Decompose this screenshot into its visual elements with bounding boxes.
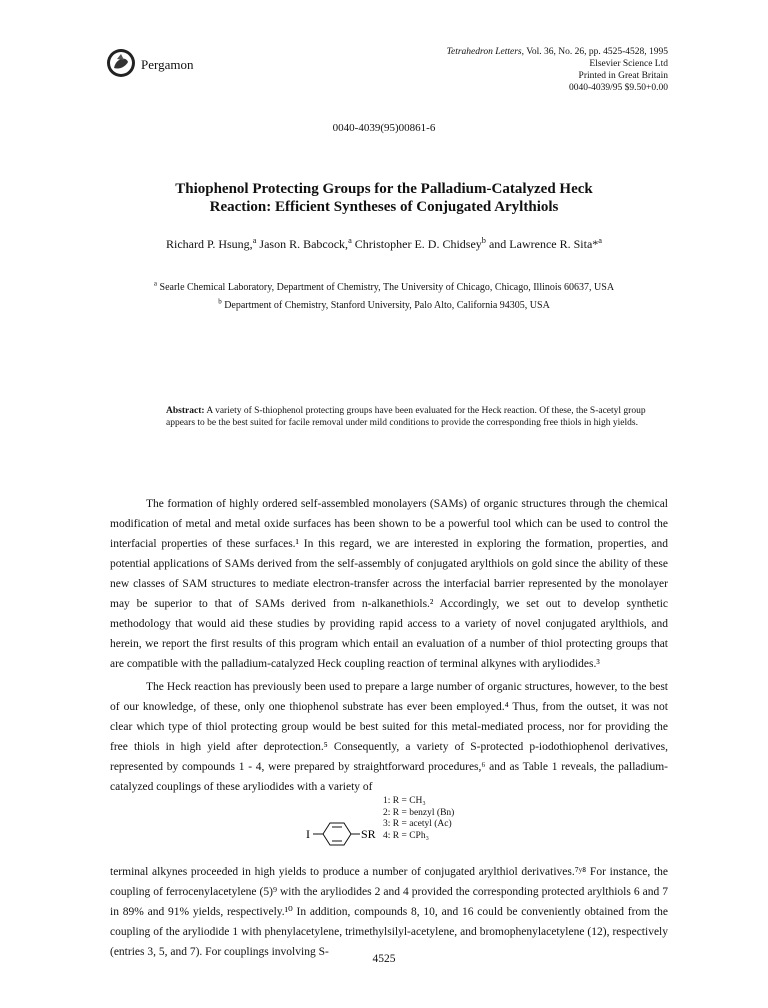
publisher-logo-icon [106,48,136,78]
journal-publisher-line: Elsevier Science Ltd [589,59,668,69]
author-3: Christopher E. D. Chidsey [351,237,482,251]
publisher-name: Pergamon [141,57,194,72]
journal-name: Tetrahedron Letters [446,47,522,57]
affiliation-a [0,279,768,293]
author-list [0,237,768,252]
journal-price-line: 0040-4039/95 $9.50+0.00 [568,83,668,93]
journal-printed-line: Printed in Great Britain [578,71,668,81]
author-1: Richard P. Hsung, [166,237,253,251]
abstract-text: A variety of S-thiophenol protecting groups have been evaluated for the Heck reaction. Of these, the S-acetyl group appears to be the best suited for facile removal under mild conditions to provide the corresponding free thiols in high yields. [166,406,646,428]
r-group-3: 3: R = acetyl (Ac) [383,819,452,829]
affiliation-b-mark: b [218,297,222,306]
doi-code: 0040-4039(95)00861-6 [332,122,436,134]
abstract-label: Abstract: [166,406,205,416]
author-3-affiliation-mark: b [481,236,486,245]
paper-title [80,180,688,216]
title-line-1: Thiophenol Protecting Groups for the Palladium-Catalyzed Heck [175,181,593,197]
journal-volume: , Vol. 36, No. 26, pp. 4525-4528, 1995 [521,47,668,57]
affiliation-b [0,297,768,311]
affiliation-a-mark: a [153,279,158,288]
benzene-ring [323,823,351,845]
abstract [166,405,646,429]
body-paragraph-2: The Heck reaction has previously been used to prepare a large number of organic structures, however, to the best of our knowledge, of these, only one thiophenol substrate has ever been employed.⁴ Thus, from the outset, it was not clear which type of thiol protecting group would be best suited for this metal-mediated process, nor for providing the free thiols in high yield after deprotection.⁵ Consequently, a variety of S-protected p-iodothiophenol derivatives, represented by compounds 1 - 4, were prepared by straightforward procedures,⁶ and as Table 1 reveals, the palladium-catalyzed couplings of these aryliodides with a variety of [110,681,668,793]
r-group-1: 1: R = CH₃ [383,796,426,806]
iodine-label: I [306,827,310,841]
author-4: and Lawrence R. Sita* [485,237,599,251]
title-line-2: Reaction: Efficient Syntheses of Conjugated Arylthiols [209,199,559,215]
body-paragraph-1: The formation of highly ordered self-assembled monolayers (SAMs) of organic structures through the chemical modification of metal and metal oxide surfaces has been shown to be a powerful tool which can be used to control the interfacial properties of these surfaces.¹ In this regard, we are interested in exploring the formation, properties, and potential applications of SAMs derived from the self-assembly of conjugated arylthiols on gold since the ability of these new classes of SAM structures to mediate electron-transfer across the interfacial barrier represented by the monolayer may be superior to that of SAMs derived from n-alkanethiols.² Accordingly, we set out to develop synthetic methodology that would aid these studies by providing rapid access to a variety of novel conjugated arylthiols, and herein, we report the first results of this program which entail an evaluation of a number of thiol protecting groups that are compatible with the palladium-catalyzed Heck coupling reaction of terminal alkynes with aryliodides.³ [110,498,668,670]
r-group-list [383,796,454,842]
r-group-2: 2: R = benzyl (Bn) [383,807,455,818]
affiliation-a-text: Searle Chemical Laboratory, Department of Chemistry, The University of Chicago, Chicago, Illinois 60637, USA [157,282,615,293]
author-4-affiliation-mark: a [598,236,602,245]
r-group-4: 4: R = CPh₃ [383,830,429,841]
page-number: 4525 [372,953,396,965]
journal-info [447,46,668,94]
journal-citation [447,46,668,58]
affiliation-b-text: Department of Chemistry, Stanford University, Palo Alto, California 94305, USA [221,300,550,311]
sr-label: SR [361,827,376,841]
body-paragraph-3: terminal alkynes proceeded in high yields to produce a number of conjugated arylthiol derivatives.⁷ʸ⁸ For instance, the coupling of ferrocenylacetylene (5)⁹ with the aryliodides 2 and 4 provided the corresponding protected arylthiols 6 and 7 in 89% and 91% yields, respectively.¹⁰ In addition, compounds 8, 10, and 16 could be conveniently obtained from the coupling of the aryliodide 1 with phenylacetylene, trimethylsilyl-acetylene, and bromophenylacetylene (12), respectively (entries 3, 5, and 7). For couplings involving S- [110,866,668,958]
author-1-affiliation-mark: a [252,236,257,245]
author-2: Jason R. Babcock, [256,237,349,251]
author-2-affiliation-mark: a [348,236,352,245]
